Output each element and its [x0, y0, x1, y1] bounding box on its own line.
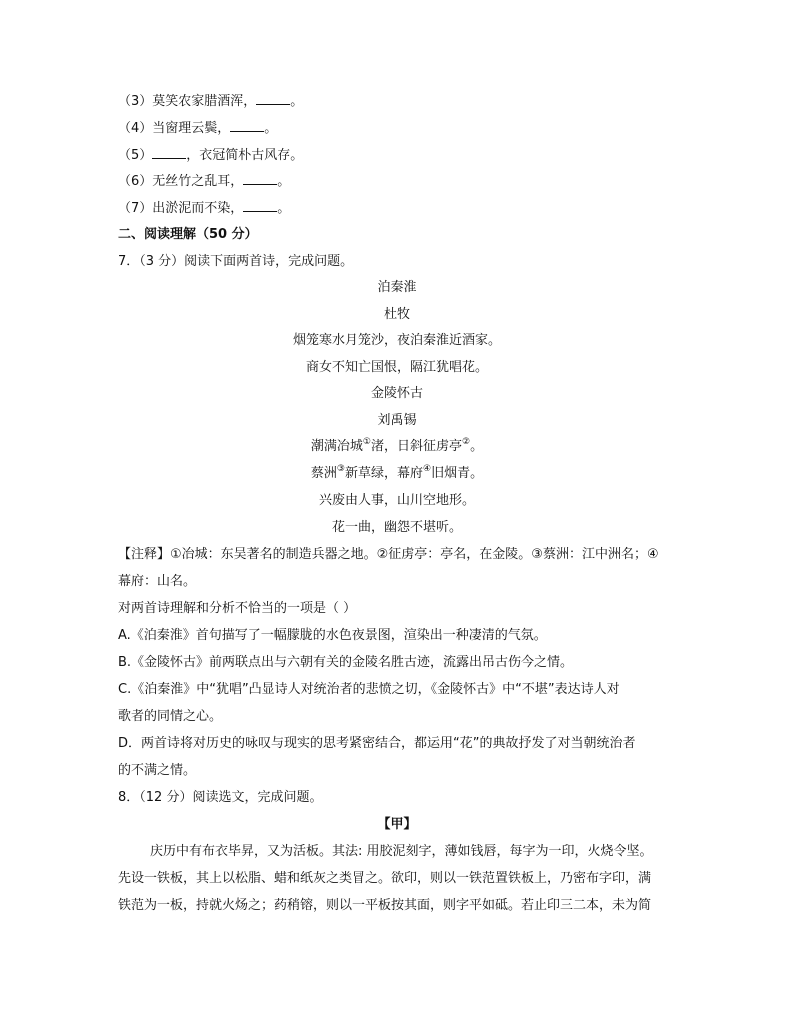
poem2-title: 金陵怀古	[370, 386, 423, 401]
option-c[interactable]: C.《泊秦淮》中“犹唱”凸显诗人对统治者的悲愤之切，《金陵怀古》中“不堪”表达诗人对	[118, 682, 620, 697]
passage-line: 先设一铁板，其上以松脂、蜡和纸灰之类冒之。欲印，则以一铁范置铁板上，乃密布字印，满	[118, 871, 652, 886]
annotation-line: 幕府：山名。	[118, 574, 197, 589]
fill-item-text: （7）出淤泥而不染，	[118, 201, 244, 216]
answer-blank[interactable]	[152, 146, 186, 159]
option-a[interactable]: A.《泊秦淮》首句描写了一幅朦胧的水色夜景图，渲染出一种凄清的气氛。	[118, 628, 547, 643]
fill-item-text: 。	[290, 94, 304, 109]
fill-item-text: 。	[277, 174, 291, 189]
poem1-line: 商女不知亡国恨，隔江犹唱花。	[305, 360, 488, 375]
option-d-cont[interactable]: 的不满之情。	[118, 763, 197, 778]
answer-blank[interactable]	[243, 172, 277, 185]
poem1-line: 烟笼寒水月笼沙，夜泊秦淮近酒家。	[292, 333, 501, 348]
poem1-title: 泊秦淮	[377, 280, 417, 295]
fill-item-6	[118, 172, 290, 192]
fill-item-7	[118, 199, 290, 219]
fill-item-text: （4）当窗理云鬓，	[118, 121, 231, 136]
footnote-marker: ③	[336, 464, 345, 474]
question-7-stem: 7．（3 分）阅读下面两首诗，完成问题。	[118, 254, 354, 269]
poem2-line: 兴废由人事，山川空地形。	[318, 493, 475, 508]
option-b[interactable]: B.《金陵怀古》前两联点出与六朝有关的金陵名胜古迹，流露出吊古伤今之情。	[118, 655, 574, 670]
fill-item-text: 。	[277, 201, 291, 216]
option-d[interactable]: D．两首诗将对历史的咏叹与现实的思考紧密结合，都运用“花”的典故抒发了对当朝统治者	[118, 736, 636, 751]
fill-item-4	[118, 119, 277, 139]
answer-blank[interactable]	[230, 119, 264, 132]
fill-item-3	[118, 92, 303, 112]
footnote-marker: ②	[462, 437, 471, 447]
answer-blank[interactable]	[243, 199, 277, 212]
poem2-line: 潮满冶城①渚，日斜征虏亭②。	[310, 437, 484, 454]
fill-item-text: （6）无丝竹之乱耳，	[118, 174, 244, 189]
fill-item-text: ，衣冠简朴古风存。	[186, 148, 304, 163]
poem2-author: 刘禹锡	[377, 413, 417, 428]
poem2-line: 蔡洲③新草绿，幕府④旧烟青。	[310, 464, 484, 481]
question-7-prompt: 对两首诗理解和分析不恰当的一项是（ ）	[118, 601, 357, 616]
footnote-marker: ①	[362, 437, 371, 447]
poem1-author: 杜牧	[383, 307, 410, 322]
fill-item-5	[118, 146, 303, 166]
passage-line: 铁范为一板，持就火炀之；药稍镕，则以一平板按其面，则字平如砥。若止印三二本，未为简	[118, 898, 652, 913]
poem2-line: 花一曲，幽怨不堪听。	[331, 520, 462, 535]
footnote-marker: ④	[423, 464, 432, 474]
passage-line: 庆历中有布衣毕昇，又为活板。其法: 用胶泥刻字，薄如钱唇，每字为一印，火烧令坚。	[150, 844, 653, 859]
option-c-cont[interactable]: 歌者的同情之心。	[118, 709, 223, 724]
annotation-line: 【注释】①冶城：东吴著名的制造兵器之地。②征虏亭：亭名，在金陵。③蔡洲：江中洲名；④	[118, 547, 659, 562]
passage-jia-heading: 【甲】	[377, 817, 417, 832]
fill-item-text: （3）莫笑农家腊酒浑，	[118, 94, 257, 109]
fill-item-text: 。	[264, 121, 278, 136]
section-heading: 二、阅读理解（50 分）	[118, 227, 258, 242]
fill-item-text: （5）	[118, 148, 153, 163]
question-8-stem: 8．（12 分）阅读选文，完成问题。	[118, 790, 323, 805]
answer-blank[interactable]	[256, 92, 290, 105]
